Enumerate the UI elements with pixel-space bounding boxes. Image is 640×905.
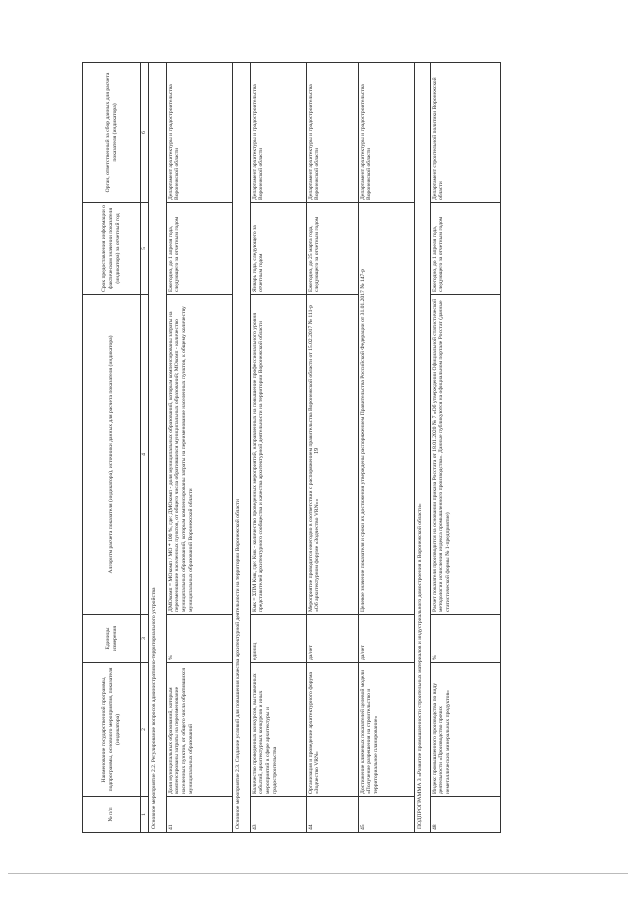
unit: %	[430, 615, 500, 663]
table-row	[430, 63, 500, 833]
unit: да/нет	[306, 615, 358, 663]
responsible-body: Департамент архитектуры и градостроительства Воронежской области	[358, 63, 414, 203]
header-responsible: Орган, ответственный за сбор данных для расчета показателя (индикатора)	[83, 63, 141, 203]
section-title: Основное мероприятие 2.2. Регулирование вопросов административно-территориального устройства	[148, 63, 166, 833]
col-number: 6	[141, 63, 149, 203]
header-unit: Единицы измерения	[83, 615, 141, 663]
col-number: 5	[141, 203, 149, 295]
deadline: Ежегодно, до 1 апреля года, следующего за отчетным годом	[430, 203, 500, 295]
deadline: Ежегодно, до 1 апреля года, следующего за отчетным годом	[166, 203, 232, 295]
col-number: 4	[141, 295, 149, 615]
row-number: 41	[166, 797, 232, 833]
section-title: ПОДПРОГРАММА 3 «Развитие промышленности строительных материалов и индустриального домостроения в Воронежской области»	[414, 63, 430, 833]
algorithm: Расчет показателя производится на основании приказа Росстата от 18.01.2020 № 7 «Об утверждении Официальной статистической методологии исчисления индекса промышленного производства». Данные публикуются на официальном портале Росстат (данные статистической формы № 1-предприятие)	[430, 295, 500, 615]
algorithm: Целевое значение показателя и сроки их достижения утверждены распоряжением Правительства Российской Федерации от 31.01.2017 № 147-р	[358, 203, 414, 615]
unit: единиц	[250, 615, 306, 663]
responsible-body: Департамент архитектуры и градостроительства Воронежской области	[250, 63, 306, 203]
header-algorithm: Алгоритм расчета показателя (индикатора), источники данных для расчета показателя (индикатора)	[83, 295, 141, 615]
indicator-name: Достижение ключевых показателей целевой модели «Получение разрешения на строительство и территориальное планирование»	[358, 663, 414, 797]
section-row	[414, 63, 430, 833]
table-row	[166, 63, 232, 833]
table-row	[250, 63, 306, 833]
responsible-body: Департамент архитектуры и градостроительства Воронежской области	[306, 63, 358, 203]
table-row	[306, 63, 358, 833]
indicator-name: Количество проведенных конкурсов, выставочных событий, архитектурных конкурсов и иных мероприятий в сфере архитектуры и градостроительства	[250, 663, 306, 797]
col-number: 2	[141, 663, 149, 797]
responsible-body: Департамент строительной политики Воронежской области	[430, 63, 500, 203]
row-number: 43	[250, 797, 306, 833]
section-row	[232, 63, 250, 833]
unit: да/нет	[358, 615, 414, 663]
row-number: 45	[358, 797, 414, 833]
indicator-name: Индекс промышленного производства по виду деятельности «Производство прочих неметаллических минеральных продуктов»	[430, 663, 500, 797]
table-header-row	[83, 63, 141, 833]
indicator-name: Доля муниципальных образований, которым компенсированы затраты на переименование населенных пунктов, от общего числа обратившихся муниципальных образований	[166, 663, 232, 797]
section-row	[148, 63, 166, 833]
deadline: Ежегодно, до 25 марта года, следующего за отчетным годом	[306, 203, 358, 295]
indicator-table	[82, 62, 501, 833]
rotated-page	[82, 63, 512, 833]
header-no: № п/п	[83, 797, 141, 833]
page-number: 19	[314, 448, 320, 454]
col-number: 1	[141, 797, 149, 833]
algorithm: Мероприятие проводится ежегодно в соответствии с распоряжением правительства Воронежской области от 15.02.2017 № 111-р «Об архитектурном форуме «Зодчество VRN»»	[306, 295, 358, 615]
algorithm: ДМОкомп = МОкомп / МО * 100 %, где: ДМОкомп - доля муниципальных образований, которым компенсированы затраты на переименование населенных пунктов, от общего числа обратившихся муниципальных образований; МОкомп - количество муниципальных образований, которым компенсированы затраты на переименование населенных пунктов, к общему количеству муниципальных образований Воронежской области	[166, 295, 232, 615]
row-number: 48	[430, 797, 500, 833]
algorithm: Кмк = ΣПМ Кмк, где: Кмк - количество проведенных мероприятий, направленных на повышение профессионального уровня представителей архитектурного сообщества и качества архитектурной деятельности на территории Воронежской области	[250, 295, 306, 615]
col-number: 3	[141, 615, 149, 663]
column-number-row	[141, 63, 149, 833]
header-deadline: Срок предоставления информации о фактическом значении показателя (индикатора) за отчетный год	[83, 203, 141, 295]
scan-edge-line	[8, 873, 628, 874]
header-name: Наименование государственной программы, подпрограммы, основного мероприятия, показателя (индикатора)	[83, 663, 141, 797]
unit: %	[166, 615, 232, 663]
section-title: Основное мероприятие 2.3. Создание условий для повышения качества архитектурной деятельности на территории Воронежской области	[232, 63, 250, 833]
indicator-name: Организация и проведение архитектурного форума «Зодчество VRN»	[306, 663, 358, 797]
deadline: Январь года, следующего за отчетным годом	[250, 203, 306, 295]
row-number: 44	[306, 797, 358, 833]
responsible-body: Департамент архитектуры и градостроительства Воронежской области	[166, 63, 232, 203]
table-row	[358, 63, 414, 833]
